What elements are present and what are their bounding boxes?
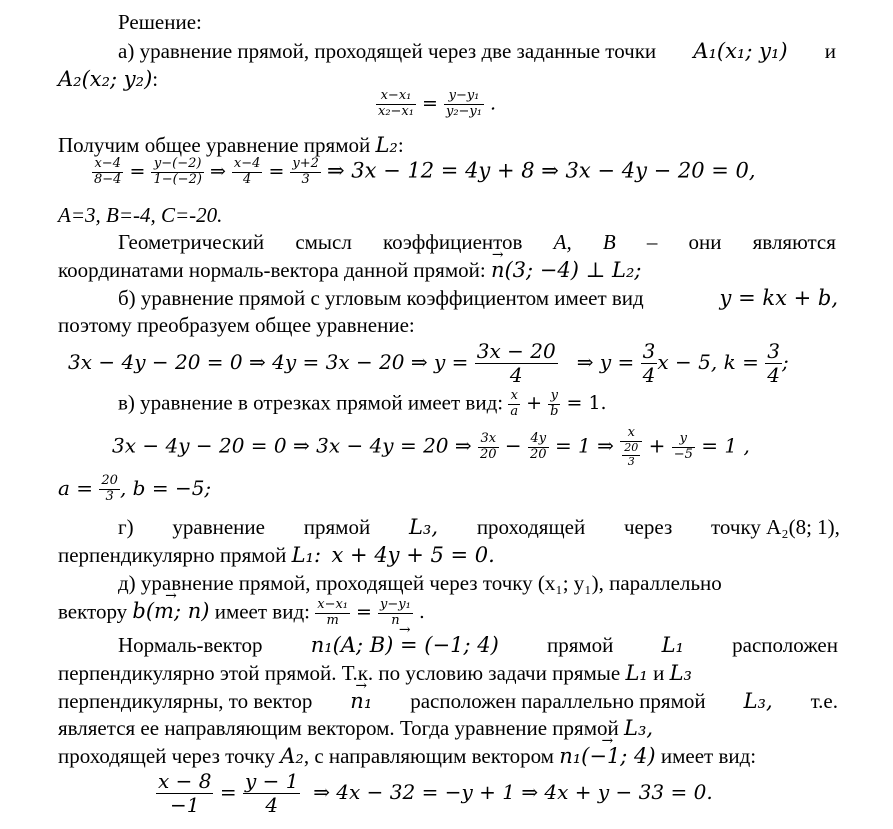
math-point: A₁(x₁; y₁) [693, 39, 788, 63]
text-line: перпендикулярно прямой L₁: x + 4y + 5 = 0. [58, 543, 495, 567]
solution-heading: Решение: [118, 10, 202, 34]
text-line: Получим общее уравнение прямой L₂: [58, 133, 404, 157]
text-line: перпендикулярны, то вектор → n₁ расположен параллельно прямой L₃, т.е. [58, 689, 838, 713]
equation: $\frac{x-4}{8-4}$ = $\frac{y-(-2)}{1-(-2)}$ ⇒ $\frac{x-4}{4}$ = $\frac{y+2}{3}$ ⇒ 3x − 12 = 4y + 8 ⇒ 3x − 4y − 20 = 0, [94, 156, 756, 187]
text-line: координатами нормаль-вектора данной прямой: → n(3; −4) ⊥ L₂; [58, 258, 641, 282]
text-line: Нормаль-вектор → n₁(A; B) = (−1; 4) прямой L₁ расположен [118, 633, 838, 657]
equation: $\frac{x - 8}{-1}$ = $\frac{y - 1}{4}$ ⇒ 4x − 32 = −y + 1 ⇒ 4x + y − 33 = 0. [158, 769, 713, 817]
coefficients: A=3, B=-4, C=-20. [58, 203, 223, 227]
text-line: б) уравнение прямой с угловым коэффициентом имеет вид y = kx + b, [118, 286, 838, 310]
equation: a = $\frac{20}{3}$ , b = −5; [58, 473, 212, 504]
text-line: A₂(x₂; y₂): [58, 67, 159, 91]
math-point: A₂(x₂; y₂) [58, 67, 153, 91]
text-line: вектору → b(m; n) имеет вид: $\frac{\text{x−x₁}}{m}$ = $\frac{\text{y−y₁}}{n}$ . [58, 598, 425, 629]
text-line: перпендикулярно этой прямой. Т.к. по условию задачи прямые L₁ и L₃ [58, 661, 692, 685]
text-line: д) уравнение прямой, проходящей через точку (x₁; y₁), параллельно [118, 571, 722, 595]
text-line: Геометрический смысл коэффициентов A, B – они являются [118, 230, 836, 254]
text-line: является ее направляющим вектором. Тогда уравнение прямой L₃, [58, 716, 654, 740]
equation: $\frac{\text{x−x₁}}{\text{x₂−x₁}}$ = $\frac{\text{y−y₁}}{\text{y₂−y₁}}$ . [378, 88, 497, 119]
text-line: в) уравнение в отрезках прямой имеет вид: $\frac{x}{a}$ + $\frac{y}{b}$ = 1. [118, 388, 607, 419]
text-line: г) уравнение прямой L₃, проходящей через точку A₂(8; 1), [118, 515, 840, 539]
text-line: проходящей через точку A₂, с направляющим вектором → n₁(−1; 4) имеет вид: [58, 744, 756, 768]
equation: 3x − 4y − 20 = 0 ⇒ 4y = 3x − 20 ⇒ y = $\frac{3x - 20}{4}$ ⇒ y = $\frac{3}{4}$ x − 5, k = $\frac{3}{4}$ ; [68, 339, 789, 387]
text-line: а) уравнение прямой, проходящей через две заданные точки A₁(x₁; y₁) и [118, 39, 836, 63]
text-line: поэтому преобразуем общее уравнение: [58, 313, 415, 337]
equation: 3x − 4y − 20 = 0 ⇒ 3x − 4y = 20 ⇒ $\frac{3x}{20}$ − $\frac{4y}{20}$ = 1 ⇒ $\frac{x}{\frac{20}{3}}$ + $\frac{y}{-5}$ = 1 , [112, 425, 750, 468]
